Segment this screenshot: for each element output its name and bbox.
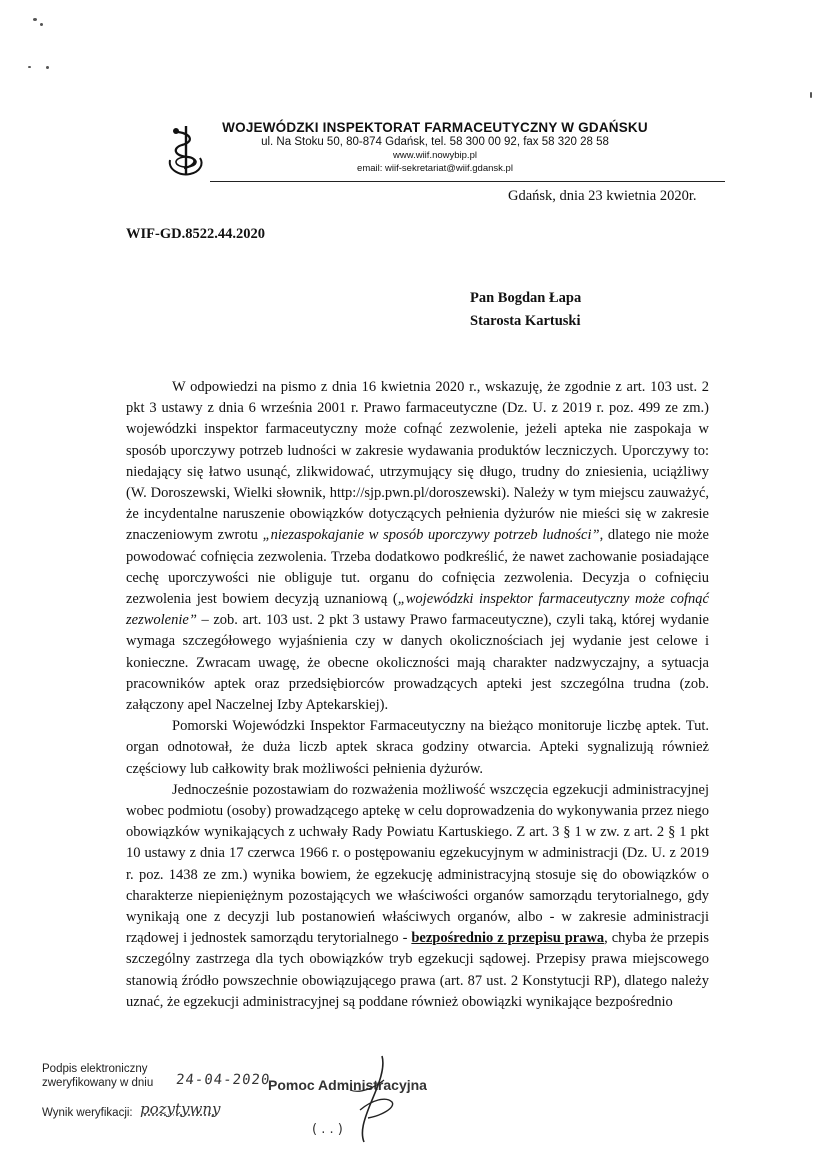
pharmacy-caduceus-logo-icon <box>160 120 212 180</box>
verification-result-value: pozytywny <box>140 1100 221 1118</box>
scan-speck <box>33 18 37 21</box>
signature-label <box>42 1062 153 1090</box>
header-divider <box>210 181 725 182</box>
scan-speck <box>40 23 43 26</box>
letter-body <box>126 377 709 1013</box>
paragraph-1-quote-2: „wojewódzki inspektor farmaceutyczny może cofnąć zezwolenie” <box>126 591 709 629</box>
signature-label-line-1: Podpis elektroniczny <box>42 1063 148 1075</box>
institution-email: email: wiif-sekretariat@wiif.gdansk.pl <box>357 163 513 174</box>
recipient-name: Pan Bogdan Łapa <box>470 290 582 306</box>
paragraph-3-text-a: Jednocześnie pozostawiam do rozważenia możliwość wszczęcia egzekucji administracyjnej wobec podmiotu (osoby) prowadzącego aptekę w celu doprowadzenia do wykonywania przez niego obowiązków wynikających z uchwały Rady Powiatu Kartuskiego. Z art. 3 § 1 w zw. z art. 2 § 1 pkt 10 ustawy z dnia 17 czerwca 1966 r. o postępowaniu egzekucyjnym w administracji (Dz. U. z 2019 r. poz. 1438 ze zm.) wynika bowiem, że egzekucję administracyjną stosuje się do obowiązków o charakterze niepieniężnym pozostających we właściwości organów samorządu terytorialnego, gdy wynikają one z decyzji lub postanowień właściwych organów, albo - w zakresie administracji rządowej i jednostek samorządu terytorialnego - <box>126 781 709 947</box>
institution-name: WOJEWÓDZKI INSPEKTORAT FARMACEUTYCZNY W GDAŃSKU <box>222 120 648 135</box>
paragraph-1-text-e: – zob. art. 103 ust. 2 pkt 3 ustawy Prawo farmaceutyczne), czyli taką, której wydanie wymaga szczegółowego wyjaśnienia czy w danych okolicznościach jej wydanie jest celowe i konieczne. Zwracam uwagę, że obecne okoliczności mają charakter nadzwyczajny, a sytuacja pracowników aptek oraz przedsiębiorców prowadzących apteki jest szczególna trudna (zob. załączony apel Naczelnej Izby Aptekarskiej). <box>126 612 709 714</box>
paragraph-1 <box>126 377 709 716</box>
paren-mark: ( . . ) <box>312 1122 343 1137</box>
institution-address: ul. Na Stoku 50, 80-874 Gdańsk, tel. 58 300 00 92, fax 58 320 28 58 <box>261 136 609 148</box>
verification-result-label: Wynik weryfikacji: <box>42 1107 133 1119</box>
recipient-title: Starosta Kartuski <box>470 313 581 329</box>
reference-number: WIF-GD.8522.44.2020 <box>126 226 265 242</box>
institution-website: www.wiif.nowybip.pl <box>393 150 477 161</box>
paragraph-3-text-c: , chyba że przepis szczególny zastrzega dla tych obowiązków tryb egzekucji sądowej. Przepisy prawa miejscowego stanowią źródło powszechnie obowiązującego prawa (art. 87 ust. 2 Konstytucji RP), dlatego należy uznać, że egzekucji administracyjnej są poddane również obowiązki wynikające bezpośrednio <box>126 930 709 1010</box>
paragraph-1-text-c: , dlatego nie może powodować cofnięcia zezwolenia. Trzeba dodatkowo podkreślić, że nawet zachowanie posiadające cechę uporczywości nie obliguje tut. organu do cofnięcia zezwolenia. Decyzja o cofnięciu zezwolenia jest bowiem decyzją uznaniową ( <box>126 527 709 608</box>
verification-date-stamp: 24-04-2020 <box>175 1072 272 1088</box>
signature-label-line-2: zweryfikowany w dniu <box>42 1077 154 1089</box>
letterhead <box>215 120 655 175</box>
letter-date: Gdańsk, dnia 23 kwietnia 2020r. <box>508 188 697 204</box>
department-stamp: Pomoc Administracyjna <box>268 1077 427 1093</box>
paragraph-1-quote-1: „niezaspokajanie w sposób uporczywy potrzeb ludności” <box>262 527 600 544</box>
scan-speck <box>28 66 31 68</box>
paragraph-2: Pomorski Wojewódzki Inspektor Farmaceutyczny na bieżąco monitoruje liczbę aptek. Tut. organ odnotował, że duża liczb aptek skraca godziny otwarcia. Apteki sygnalizują również częściowy lub całkowity brak możliwości pełnienia dyżurów. <box>126 718 709 777</box>
paragraph-1-text-a: W odpowiedzi na pismo z dnia 16 kwietnia 2020 r., wskazuję, że zgodnie z art. 103 ust. 2 pkt 3 ustawy z dnia 6 września 2001 r. Prawo farmaceutyczne (Dz. U. z 2019 r. poz. 499 ze zm.) wojewódzki inspektor farmaceutyczny może cofnąć zezwolenie, jeżeli apteka nie zaspokaja w sposób uporczywy potrzeb ludności w zakresie wydawania produktów leczniczych. Uporczywy to: niedający się łatwo usunąć, zlikwidować, utrzymujący się długo, trudny do zniesienia, uciążliwy (W. Doroszewski, Wielki słownik, http://sjp.pwn.pl/doroszewski). Należy w tym miejscu zauważyć, że incydentalne naruszenie obowiązków dotyczących pełnienia dyżurów nie mieści się w zakresie znaczeniowym zwrotu <box>126 379 709 544</box>
scan-speck <box>46 66 49 69</box>
scan-speck <box>810 92 812 98</box>
recipient-block <box>470 287 581 333</box>
paragraph-3-emphasis: bezpośrednio z przepisu prawa <box>411 930 605 947</box>
paragraph-3 <box>126 780 709 1013</box>
